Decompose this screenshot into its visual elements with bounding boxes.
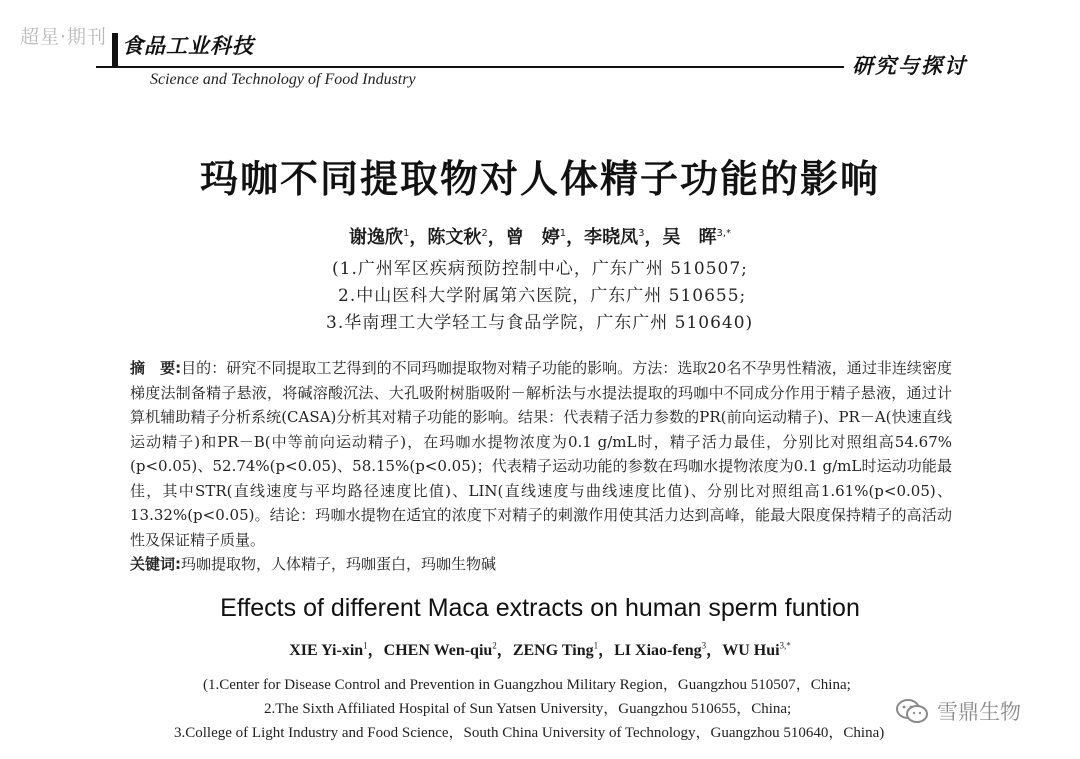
affiliation-cn-2: 2.中山医科大学附属第六医院，广东广州 510655; — [338, 286, 747, 306]
watermark-top: 超星·期刊 — [20, 26, 108, 48]
author-en: ZENG Ting$^1$， — [512, 640, 615, 659]
journal-name-en: Science and Technology of Food Industry — [150, 71, 416, 88]
journal-name-cn: 食品工业科技 — [122, 33, 254, 58]
author-cn: 谢逸欣$^1$， — [348, 227, 428, 248]
authors-en — [0, 637, 1080, 660]
header-rule — [96, 66, 844, 68]
paper-title-cn: 玛咖不同提取物对人体精子功能的影响 — [199, 157, 880, 201]
section-tag: 研究与探讨 — [852, 53, 967, 78]
author-en: CHEN Wen-qiu$^2$， — [383, 640, 513, 659]
affiliation-en-2: 2.The Sixth Affiliated Hospital of Sun Yatsen University，Guangzhou 510655，China; — [264, 701, 792, 717]
author-en: LI Xiao-feng$^3$， — [614, 640, 723, 659]
affiliation-cn-1: (1.广州军区疾病预防控制中心，广东广州 510507; — [332, 259, 748, 279]
watermark-bottom-text: 雪鼎生物 — [937, 700, 1021, 724]
affiliation-en-1: (1.Center for Disease Control and Prevention in Guangzhou Military Region，Guangzhou 510507，China; — [203, 677, 851, 693]
author-cn: 曾 婷$^1$， — [505, 227, 585, 248]
abstract-text: 目的：研究不同提取工艺得到的不同玛咖提取物对精子功能的影响。方法：选取20名不孕男性精液，通过非连续密度梯度法制备精子悬液，将碱溶酸沉法、大孔吸附树脂吸附－解析法与水提法提取的玛咖中不同成分作用于精子悬液，通过计算机辅助精子分析系统(CASA)分析其对精子功能的影响。结果：代表精子活力参数的PR(前向运动精子)、PR－A(快速直线运动精子)和PR－B(中等前向运动精子)，在玛咖水提物浓度为0.1 g/mL时，精子活力最佳，分别比对照组高54.67%(p<0.05)、52.74%(p<0.05)、58.15%(p<0.05)；代表精子运动功能的参数在玛咖水提物浓度为0.1 g/mL时运动功能最佳，其中STR(直线速度与平均路径速度比值)、LIN(直线速度与曲线速度比值)、分别比对照组高1.61%(p<0.05)、13.32%(p<0.05)。结论：玛咖水提物在适宜的浓度下对精子的刺激作用使其活力达到高峰，能最大限度保持精子的高活动性及保证精子质量。 — [130, 359, 953, 549]
keywords-text: 玛咖提取物，人体精子，玛咖蛋白，玛咖生物碱 — [181, 555, 497, 573]
author-en: XIE Yi-xin$^1$， — [289, 640, 384, 659]
author-en: WU Hui$^{3,*}$ — [722, 640, 791, 659]
wechat-icon — [895, 698, 929, 724]
author-cn: 李晓凤$^3$， — [584, 227, 663, 248]
abstract — [130, 356, 952, 552]
header-bar — [112, 33, 118, 67]
author-cn: 陈文秋$^2$， — [427, 227, 506, 248]
authors-cn — [0, 223, 1080, 249]
watermark-bottom — [895, 696, 1021, 726]
paper-title-en: Effects of different Maca extracts on human sperm funtion — [220, 594, 860, 622]
author-cn: 吴 晖$^{3,*}$ — [662, 227, 732, 248]
abstract-label: 摘 要: — [130, 359, 182, 377]
affiliation-cn-3: 3.华南理工大学轻工与食品学院，广东广州 510640) — [326, 313, 754, 333]
keywords — [130, 553, 952, 574]
keywords-label: 关键词: — [130, 555, 181, 573]
affiliation-en-3: 3.College of Light Industry and Food Science，South China University of Technology，Guangzhou 510640，China) — [174, 725, 885, 741]
